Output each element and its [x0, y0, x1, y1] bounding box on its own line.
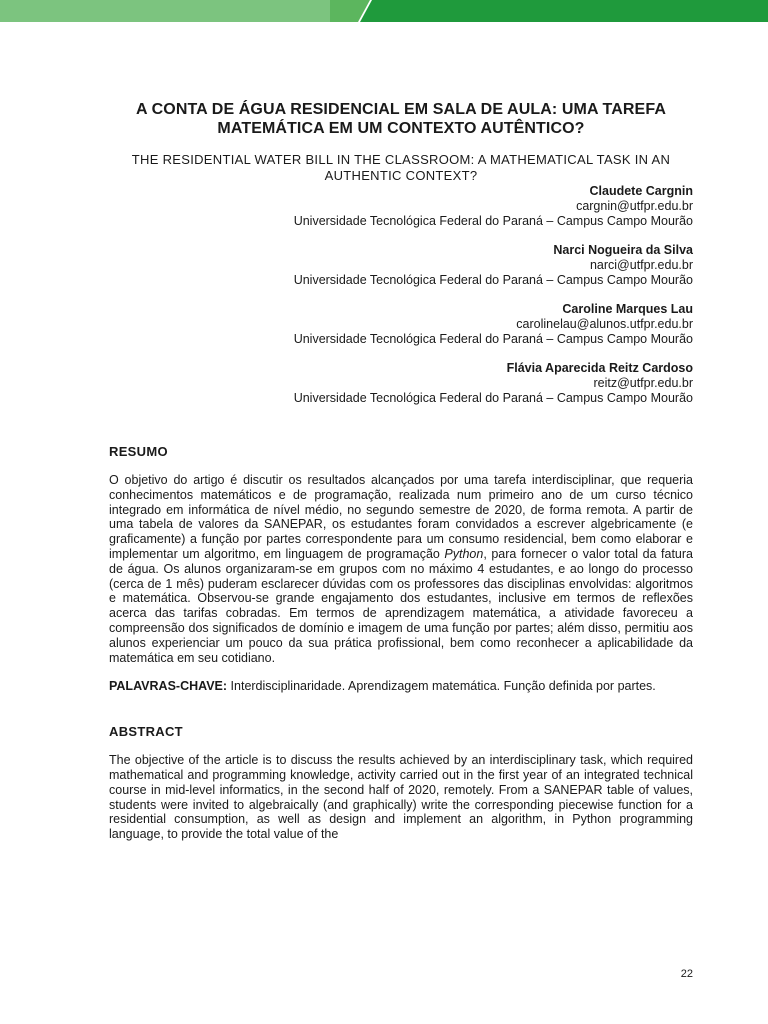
author-name: Flávia Aparecida Reitz Cardoso: [506, 361, 693, 375]
author-email: narci@utfpr.edu.br: [589, 258, 693, 272]
author-name: Claudete Cargnin: [589, 184, 693, 198]
abstract-text: The objective of the article is to discuss the results achieved by an interdisciplinary task, which required mathematical and programming knowledge, activity carried out in the first year of an integrated technical course in mid-level informatics, in the second half of 2020, remotely. From a SANEPAR table of values, students were invited to algebraically (and graphically) write the corresponding piecewise function for a residential consumption, as well as design and implement an algorithm, in Python programming language, to provide the total value of the: [109, 753, 693, 842]
author-affiliation: Universidade Tecnológica Federal do Paraná – Campus Campo Mourão: [293, 214, 693, 228]
article-subtitle: THE RESIDENTIAL WATER BILL IN THE CLASSROOM: A MATHEMATICAL TASK IN AN AUTHENTIC CONTEXT?: [131, 152, 671, 183]
author-affiliation: Universidade Tecnológica Federal do Paraná – Campus Campo Mourão: [293, 273, 693, 287]
article-title: A CONTA DE ÁGUA RESIDENCIAL EM SALA DE AULA: UMA TAREFA MATEMÁTICA EM UM CONTEXTO AUTÊNTICO?: [136, 101, 666, 137]
author-block: [109, 302, 693, 347]
resumo-text-part2: , para fornecer o valor total da fatura de água. Os alunos organizaram-se em grupos com no máximo 4 estudantes, e ao longo do processo (cerca de 1 mês) puderam esclarecer dúvidas com os professores das disciplinas envolvidas: algoritmos e matemática. Observou-se grande engajamento dos estudantes, inclusive em termos de reflexões acerca das tarifas cobradas. Em termos de aprendizagem matemática, a atividade favoreceu a compreensão dos significados de domínio e imagem de uma função por partes; além disso, permitiu aos alunos experienciar um pouco da sua prática profissional, bem como reconhecer a aplicabilidade da matemática em seu cotidiano.: [109, 546, 693, 665]
author-block: [109, 243, 693, 288]
author-affiliation: Universidade Tecnológica Federal do Paraná – Campus Campo Mourão: [293, 332, 693, 346]
resumo-italic-term: Python: [444, 546, 484, 561]
keywords: [109, 679, 693, 694]
header-bar: [0, 0, 768, 22]
author-list: [109, 184, 693, 406]
header-bar-light-segment: [0, 0, 330, 22]
keywords-text: Interdisciplinaridade. Aprendizagem matemática. Função definida por partes.: [230, 679, 656, 694]
resumo-text: [109, 473, 693, 665]
header-bar-dark-segment: [360, 0, 768, 22]
page-number: 22: [680, 968, 693, 980]
author-block: [109, 361, 693, 406]
author-email: cargnin@utfpr.edu.br: [576, 199, 693, 213]
author-email: carolinelau@alunos.utfpr.edu.br: [516, 317, 693, 331]
author-name: Narci Nogueira da Silva: [553, 243, 693, 257]
abstract-heading: ABSTRACT: [109, 724, 183, 740]
author-name: Caroline Marques Lau: [562, 302, 693, 316]
resumo-text-part1: O objetivo do artigo é discutir os resultados alcançados por uma tarefa interdisciplinar, que requeria conhecimentos matemáticos e de programação, realizada num primeiro ano de um curso técnico integrado em informática de nível médio, no segundo semestre de 2020, de forma remota. A partir de uma tabela de valores da SANEPAR, os estudantes foram convidados a escrever algebricamente (e graficamente) a função por partes correspondente para um consumo residencial, bem como elaborar e implementar um algoritmo, em linguagem de programação: [109, 473, 693, 561]
keywords-label: PALAVRAS-CHAVE:: [109, 679, 228, 694]
resumo-heading: RESUMO: [109, 444, 168, 459]
author-affiliation: Universidade Tecnológica Federal do Paraná – Campus Campo Mourão: [293, 391, 693, 405]
author-email: reitz@utfpr.edu.br: [593, 376, 693, 390]
article-content: [109, 100, 693, 842]
author-block: [109, 184, 693, 229]
